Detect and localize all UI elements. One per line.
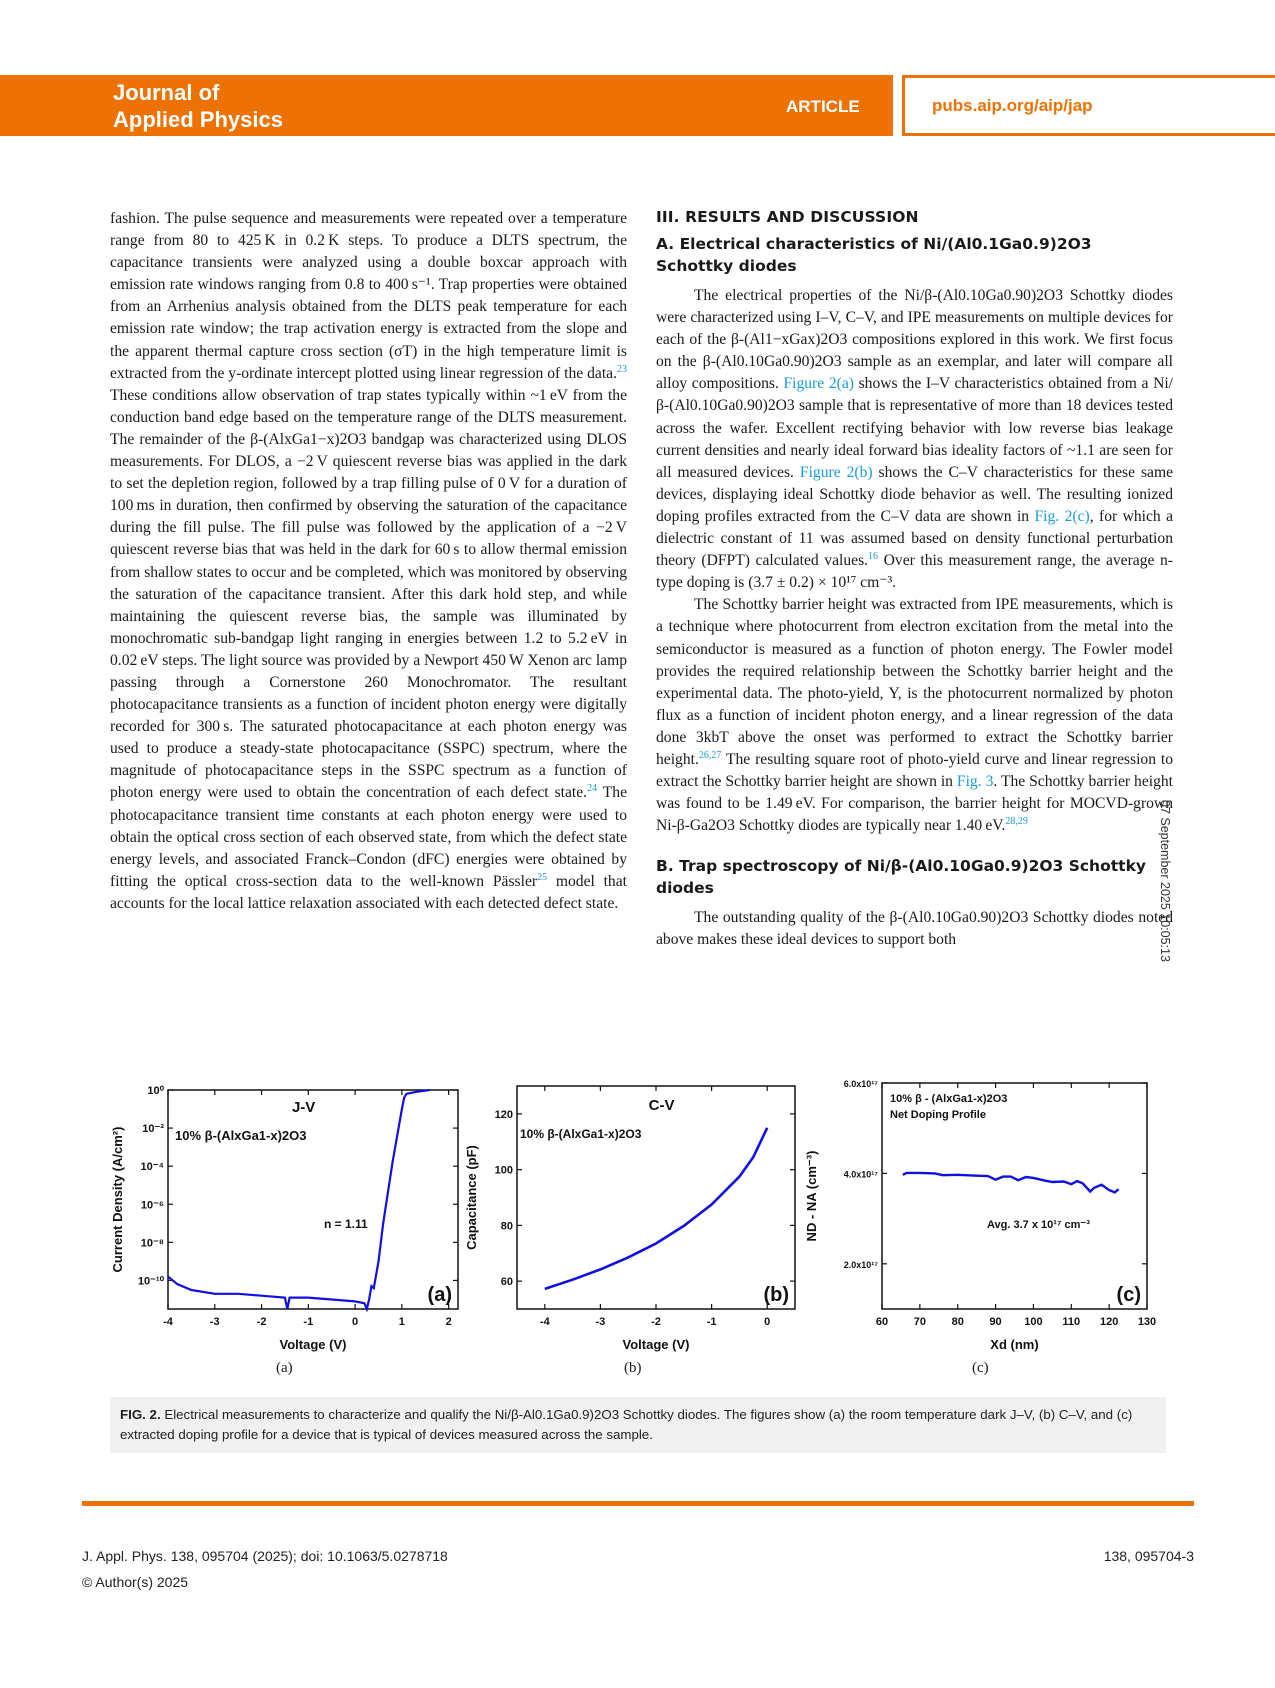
- plot-frame: [168, 1090, 458, 1309]
- average-annotation: Avg. 3.7 x 10¹⁷ cm⁻³: [987, 1219, 1090, 1231]
- x-tick-label: 60: [875, 1316, 889, 1328]
- sublabel-c: (c): [972, 1360, 989, 1376]
- figure-panel-a: [100, 1080, 460, 1365]
- sublabel-b: (b): [624, 1360, 642, 1376]
- doping-profile-chart: [800, 1070, 1170, 1360]
- x-tick-label: -1: [303, 1316, 314, 1328]
- x-tick-label: 90: [989, 1316, 1002, 1328]
- x-tick-label: -2: [651, 1316, 661, 1328]
- panel-letter: (a): [427, 1284, 452, 1306]
- jv-chart: [100, 1080, 460, 1360]
- y-tick-label: 60: [500, 1276, 513, 1289]
- paragraph-barrier: [656, 594, 1173, 837]
- y-tick-label: 80: [500, 1220, 513, 1233]
- footer-citation: J. Appl. Phys. 138, 095704 (2025); doi: 10.1063/5.0278718: [82, 1548, 448, 1564]
- x-tick-label: -2: [256, 1316, 267, 1328]
- y-tick-label: 10⁻¹⁰: [137, 1275, 164, 1288]
- subsection-heading-b: B. Trap spectroscopy of Ni/β-(Al0.10Ga0.9)2O3 Schottky diodes: [656, 857, 1146, 898]
- paragraph-trap: The outstanding quality of the β-(Al0.10Ga0.90)2O3 Schottky diodes noted above makes these ideal devices to support both: [656, 909, 1173, 949]
- figure-3-link[interactable]: Fig. 3: [956, 773, 994, 791]
- x-tick-label: -3: [595, 1316, 606, 1328]
- figure-2c-link[interactable]: Fig. 2(c): [1034, 507, 1090, 525]
- x-tick-label: 80: [951, 1316, 964, 1328]
- figure-caption: [110, 1397, 1166, 1453]
- reference-23[interactable]: 23: [617, 363, 627, 375]
- reference-24[interactable]: 24: [587, 783, 598, 795]
- chart-title-profile: Net Doping Profile: [890, 1109, 986, 1121]
- x-tick-label: 130: [1137, 1316, 1157, 1328]
- section-heading: III. RESULTS AND DISCUSSION: [656, 208, 919, 226]
- y-tick-label: 10⁰: [147, 1085, 164, 1097]
- reference-28-29[interactable]: 28,29: [1005, 816, 1028, 828]
- left-column: [110, 208, 627, 915]
- right-text-2a: The Schottky barrier height was extracted from IPE measurements, which is a technique where photocurrent from electron excitation from the metal into the semiconductor is measured as a function of photon energy. The Fowler model provides the required relationship between the Schottky barrier height and the experimental data. The photo-yield, Y, is the photocurrent normalized by photon flux as a function of incident photon energy, and a linear regression of the data done 3kbT above the onset was performed to extract the Schottky barrier height.: [656, 596, 1173, 768]
- reference-16[interactable]: 16: [868, 550, 879, 562]
- x-axis-label: Voltage (V): [622, 1337, 690, 1352]
- download-datestamp: 07 September 2025 10:05:13: [1158, 800, 1172, 962]
- right-text-2b: The resulting square root of photo-yield curve and linear regression to extract the Schottky barrier height are shown in: [656, 750, 1173, 791]
- caption-label: FIG. 2.: [120, 1407, 161, 1422]
- right-text-2c: . The Schottky barrier height was found to be 1.49 eV. For comparison, the barrier height for MOCVD-grown Ni-β-Ga2O3 Schottky diodes are typically near 1.40 eV.: [656, 773, 1173, 835]
- data-series-line: [168, 1090, 430, 1309]
- figure-2a-link[interactable]: Figure 2(a): [783, 375, 854, 393]
- sublabel-a: (a): [276, 1360, 293, 1376]
- x-tick-label: -4: [539, 1316, 550, 1328]
- x-tick-label: 110: [1062, 1316, 1081, 1328]
- y-tick-label: 10⁻⁴: [140, 1161, 164, 1174]
- journal-url-link[interactable]: pubs.aip.org/aip/jap: [932, 96, 1093, 115]
- y-tick-label: 10⁻⁸: [140, 1237, 164, 1250]
- ideality-annotation: n = 1.11: [324, 1217, 368, 1231]
- journal-title-line1: Journal of: [113, 80, 220, 105]
- plot-frame: [517, 1086, 795, 1309]
- reference-25[interactable]: 25: [537, 871, 548, 883]
- left-text-2: These conditions allow observation of trap states typically within ~1 eV from the conduction band edge based on the temperature range of the DLTS measurement. The remainder of the β-(AlxGa1−x)2O3 bandgap was characterized using DLOS measurements. For DLOS, a −2 V quiescent reverse bias was applied in the dark to set the depletion region, followed by a trap filling pulse of 0 V for a duration of 100 ms in duration, then confirmed by observing the saturation of the capacitance during the fill pulse. The fill pulse was followed by the application of a −2 V quiescent reverse bias that was held in the dark for 60 s to allow thermal emission from shallow states to occur and be completed, which was monitored by observing the saturation of the capacitance transient. After this dark hold step, and while maintaining the quiescent reverse bias, the sample was illuminated by monochromatic sub-bandgap light ranging in energies between 1.2 to 5.2 eV in 0.02 eV steps. The light source was provided by a Newport 450 W Xenon arc lamp passing through a Cornerstone 260 Monochromator. The resultant photocapacitance transients as a function of incident photon energy were digitally recorded for 300 s. The saturated photocapacitance at each photon energy was used to produce a steady-state photocapacitance (SSPC) spectrum, where the magnitude of photocapacitance steps in the SSPC spectrum as a function of photon energy were used to obtain the concentration of each defect state.: [110, 386, 627, 802]
- y-tick-label: 10⁻⁶: [140, 1199, 164, 1212]
- footer-copyright: © Author(s) 2025: [82, 1574, 189, 1590]
- y-tick-label: 2.0x10¹⁷: [843, 1259, 878, 1270]
- y-tick-label: 4.0x10¹⁷: [843, 1169, 878, 1180]
- right-text-1c: shows the C–V characteristics for these same devices, displaying ideal Schottky diode behavior as well. The resulting ionized doping profiles extracted from the C–V data are shown in: [656, 463, 1174, 525]
- x-tick-label: 2: [445, 1316, 452, 1328]
- right-column: [656, 206, 1173, 952]
- x-axis-label: Voltage (V): [279, 1337, 347, 1352]
- left-paragraph: [110, 208, 627, 915]
- x-tick-label: 100: [1024, 1316, 1043, 1328]
- y-axis-label: Current Density (A/cm²): [110, 1126, 125, 1273]
- figure-panel-b: [460, 1080, 800, 1365]
- panel-letter: (c): [1116, 1284, 1141, 1306]
- x-tick-label: 70: [913, 1316, 926, 1328]
- y-tick-label: 100: [494, 1164, 513, 1177]
- material-annotation: 10% β-(AlxGa1-x)2O3: [175, 1128, 307, 1143]
- footer-rule: [82, 1501, 1194, 1506]
- left-text-4: model that accounts for the local lattice relaxation associated with each detected defect state.: [110, 872, 627, 912]
- x-tick-label: 0: [764, 1316, 771, 1328]
- x-tick-label: -3: [209, 1316, 220, 1328]
- data-series-line: [903, 1173, 1119, 1193]
- right-text-1e: Over this measurement range, the average n-type doping is (3.7 ± 0.2) × 10¹⁷ cm⁻³.: [656, 552, 1173, 592]
- left-text-1: fashion. The pulse sequence and measurements were repeated over a temperature range from 80 to 425 K in 0.2 K steps. To produce a DLTS spectrum, the capacitance transients were analyzed using a double boxcar approach with emission rate windows ranging from 0.8 to 400 s⁻¹. Trap properties were obtained from an Arrhenius analysis obtained from the DLTS peak temperature for each emission rate window; the trap activation energy is extracted from the slope and the apparent thermal capture cross section (σT) in the high temperature limit is extracted from the y-ordinate intercept plotted using linear regression of the data.: [110, 210, 627, 382]
- chart-title-material: 10% β - (AlxGa1-x)2O3: [890, 1093, 1008, 1105]
- y-tick-label: 120: [494, 1108, 513, 1121]
- x-tick-label: 120: [1099, 1316, 1119, 1328]
- material-annotation: 10% β-(AlxGa1-x)2O3: [520, 1127, 642, 1141]
- figure-panel-c: [800, 1070, 1170, 1365]
- data-series-line: [545, 1128, 767, 1289]
- y-tick-label: 10⁻²: [142, 1123, 164, 1136]
- journal-title: [113, 79, 283, 133]
- paragraph-electrical: [656, 285, 1173, 594]
- left-text-3: The photocapacitance transient time constants at each photon energy were used to obtain the optical cross section of each observed state, from which the defect state energy levels, and associated Franck–Condon (dFC) energies were obtained by fitting the optical cross-section data to the well-known Pässler: [110, 784, 627, 890]
- right-text-1d: , for which a dielectric constant of 11 was assumed based on density functional perturbation theory (DFPT) calculated values.: [656, 507, 1174, 570]
- chart-title: C-V: [648, 1097, 675, 1114]
- y-axis-label: ND - NA (cm⁻³): [804, 1150, 819, 1242]
- reference-26-27[interactable]: 26,27: [698, 749, 722, 761]
- article-label: ARTICLE: [786, 97, 860, 116]
- x-tick-label: -1: [706, 1316, 717, 1328]
- cv-chart: [460, 1080, 800, 1360]
- y-tick-label: 6.0x10¹⁷: [843, 1079, 878, 1089]
- footer-page-number: 138, 095704-3: [1103, 1548, 1194, 1564]
- x-tick-label: 1: [398, 1316, 405, 1328]
- figure-2b-link[interactable]: Figure 2(b): [799, 463, 873, 481]
- x-axis-label: Xd (nm): [990, 1337, 1039, 1352]
- chart-title: J-V: [291, 1099, 316, 1116]
- x-tick-label: -4: [163, 1316, 173, 1328]
- journal-title-line2: Applied Physics: [113, 107, 283, 132]
- caption-text: Electrical measurements to characterize and qualify the Ni/β-Al0.1Ga0.9)2O3 Schottky diodes. The figures show (a) the room temperature dark J–V, (b) C–V, and (c) extracted doping profile for a device that is typical of devices measured across the sample.: [120, 1407, 1133, 1442]
- y-axis-label: Capacitance (pF): [464, 1145, 479, 1250]
- right-text-1a: The electrical properties of the Ni/β-(Al0.10Ga0.90)2O3 Schottky diodes were characterized using I–V, C–V, and IPE measurements on multiple devices for each of the β-(Al1−xGax)2O3 compositions explored in this work. We first focus on the β-(Al0.10Ga0.90)2O3 sample as an exemplar, and later will compare all alloy compositions.: [656, 287, 1173, 393]
- right-text-1b: shows the I–V characteristics obtained from a Ni/β-(Al0.10Ga0.90)2O3 sample that is representative of more than 18 devices tested across the wafer. Excellent rectifying behavior with low reverse bias leakage current densities and nearly ideal forward bias ideality factors of ~1.1 are seen for all measured devices.: [656, 375, 1174, 481]
- panel-letter: (b): [763, 1284, 789, 1306]
- x-tick-label: 0: [352, 1316, 359, 1328]
- subsection-heading-a: A. Electrical characteristics of Ni/(Al0.1Ga0.9)2O3 Schottky diodes: [656, 235, 1092, 275]
